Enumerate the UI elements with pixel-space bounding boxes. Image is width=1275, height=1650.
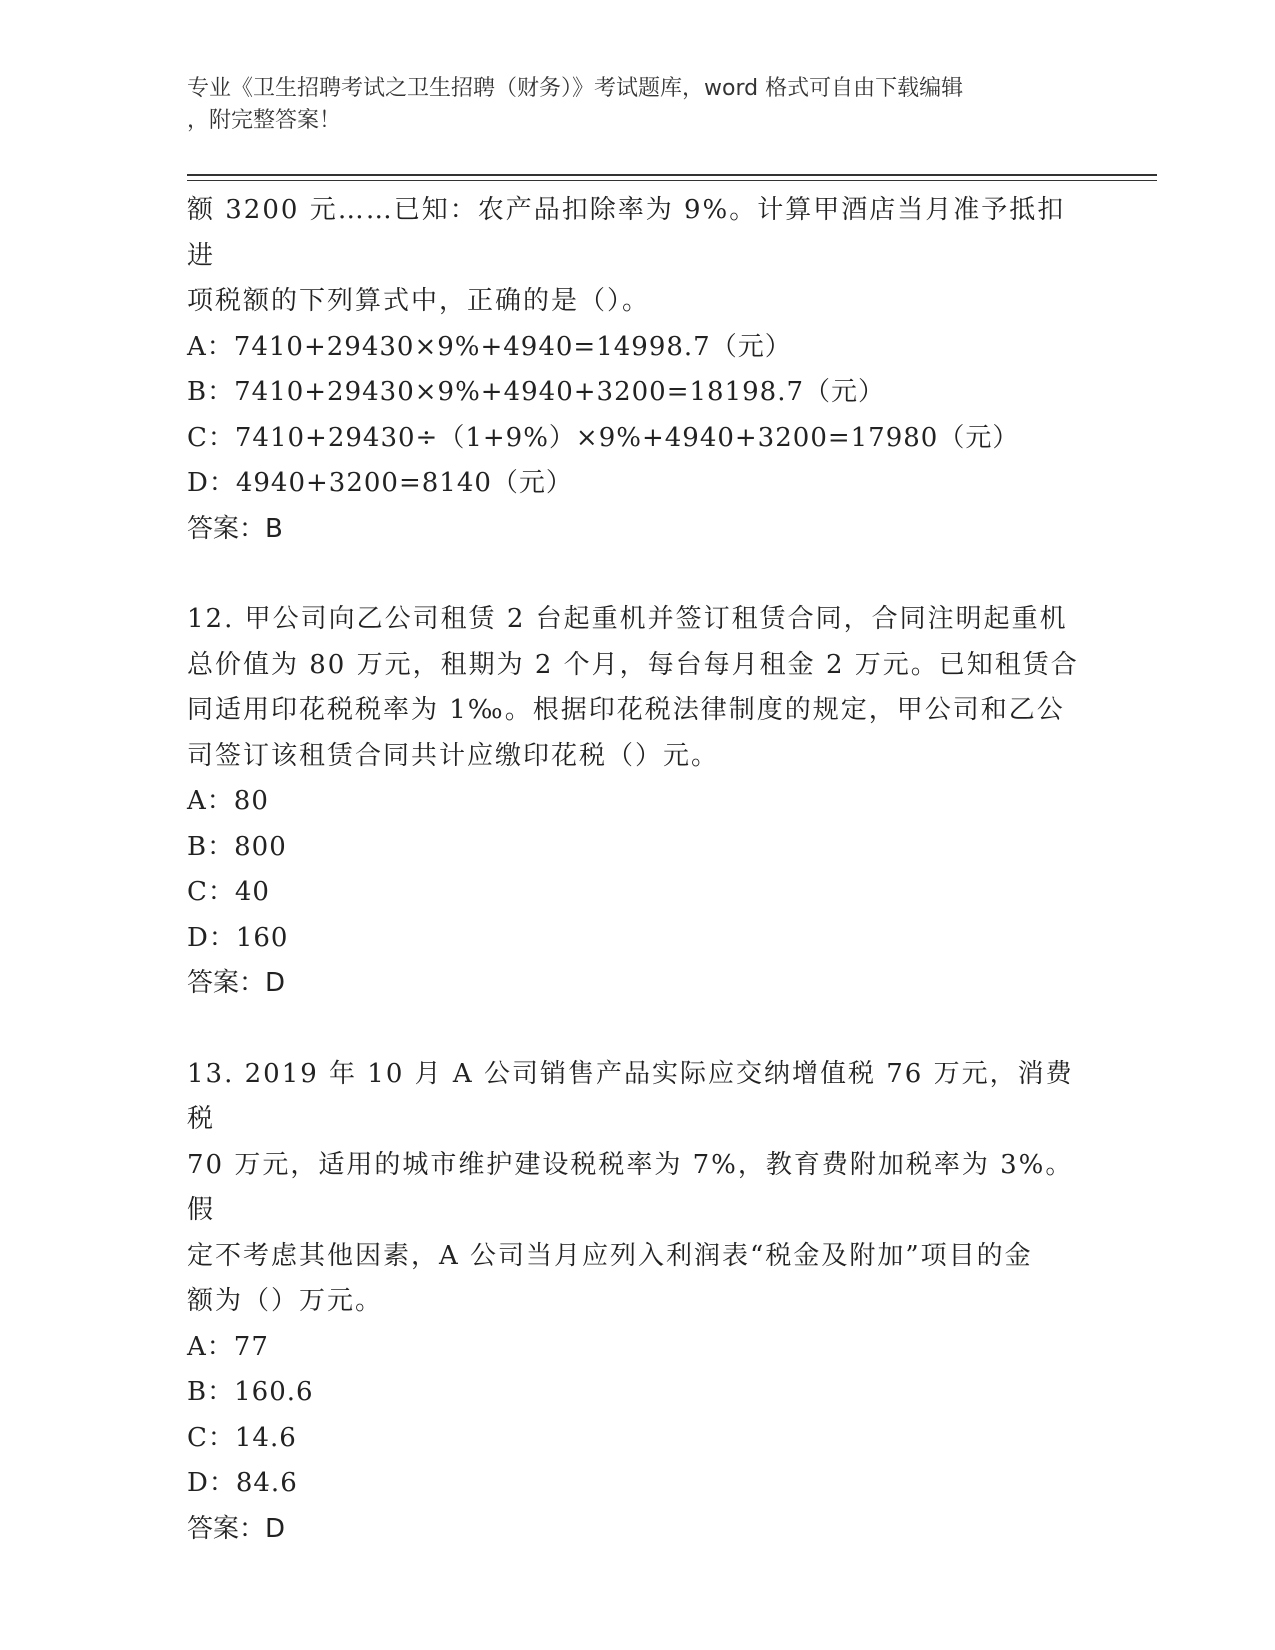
question-text-line: 定不考虑其他因素，A 公司当月应列入利润表“税金及附加”项目的金 <box>187 1240 1033 1271</box>
header-rule-thin <box>187 180 1157 181</box>
answer: 答案：D <box>187 1513 286 1544</box>
option-a: A：80 <box>187 786 269 816</box>
option-d: D：84.6 <box>187 1468 298 1498</box>
question-text-line: 总价值为 80 万元，租期为 2 个月，每台每月租金 2 万元。已知租赁合 <box>187 649 1079 680</box>
question-text-line: 额为（）万元。 <box>187 1286 384 1316</box>
option-a: A：7410+29430×9%+4940=14998.7（元） <box>187 331 792 362</box>
question-11-continued <box>187 188 1087 552</box>
option-d: D：4940+3200=8140（元） <box>187 468 573 498</box>
question-12 <box>187 597 1087 1007</box>
answer: 答案：D <box>187 968 286 998</box>
spacer <box>187 552 1087 597</box>
option-d: D：160 <box>187 922 289 953</box>
option-c: C：40 <box>187 877 270 907</box>
question-text-line: 额 3200 元……已知：农产品扣除率为 9%。计算甲酒店当月准予抵扣进 <box>187 195 1066 271</box>
header-rule-thick <box>187 174 1157 176</box>
document-body <box>187 188 1087 1552</box>
option-c: C：14.6 <box>187 1422 297 1453</box>
option-b: B：7410+29430×9%+4940+3200=18198.7（元） <box>187 377 886 407</box>
header-line-1: 专业《卫生招聘考试之卫生招聘（财务）》考试题库，word 格式可自由下载编辑 <box>187 76 964 101</box>
spacer <box>187 1007 1087 1052</box>
question-text-line: 13. 2019 年 10 月 A 公司销售产品实际应交纳增值税 76 万元，消费税 <box>187 1058 1074 1134</box>
document-header <box>187 73 1087 137</box>
question-text-line: 项税额的下列算式中，正确的是（）。 <box>187 286 651 316</box>
answer: 答案：B <box>187 513 283 544</box>
option-a: A：77 <box>187 1331 269 1362</box>
question-13 <box>187 1052 1087 1553</box>
question-text-line: 同适用印花税税率为 1‰。根据印花税法律制度的规定，甲公司和乙公 <box>187 695 1065 725</box>
question-text-line: 12. 甲公司向乙公司租赁 2 台起重机并签订租赁合同，合同注明起重机 <box>187 604 1068 634</box>
option-c: C：7410+29430÷（1+9%）×9%+4940+3200=17980（元） <box>187 422 1020 453</box>
option-b: B：160.6 <box>187 1377 314 1407</box>
question-text-line: 70 万元，适用的城市维护建设税税率为 7%，教育费附加税率为 3%。假 <box>187 1149 1074 1225</box>
option-b: B：800 <box>187 831 287 862</box>
question-text-line: 司签订该租赁合同共计应缴印花税（）元。 <box>187 740 720 771</box>
header-line-2: ，附完整答案！ <box>187 108 342 133</box>
